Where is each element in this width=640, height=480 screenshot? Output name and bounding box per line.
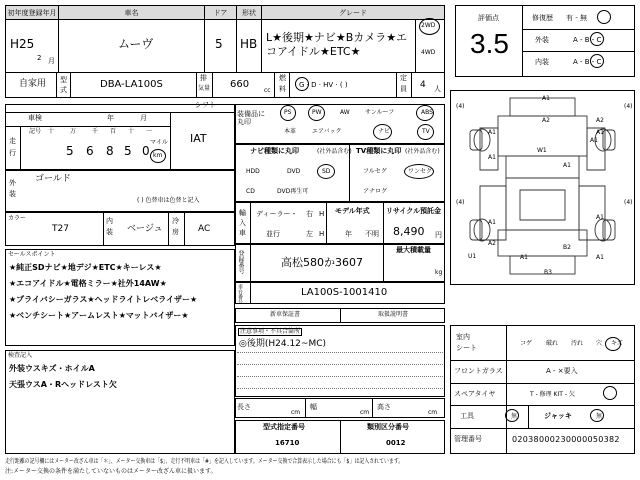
model-year-heading: モデル年式 [335, 207, 370, 215]
door-count: 5 [215, 37, 223, 51]
damage-mark-6: A1 [488, 129, 496, 136]
cap-label-1: 定 [400, 74, 407, 82]
odo-place-4: 十 [128, 128, 135, 135]
length-label: 長さ [237, 403, 251, 411]
damage-mark-13: A1 [520, 254, 528, 261]
equip2-0: 本革 [284, 128, 297, 135]
width-label: 幅 [310, 403, 317, 411]
height-unit: cm [428, 409, 438, 416]
damage-mark-2: A2 [596, 117, 604, 124]
nav-note: (社外品含む) [317, 148, 352, 155]
model-year-unit: 年 [345, 230, 352, 238]
type-label-2: 式 [60, 86, 67, 94]
ps-circle [280, 105, 296, 121]
side-mark-0: (4) [456, 103, 465, 110]
type-no: 16710 [275, 439, 300, 447]
height-label: 高さ [377, 403, 391, 411]
type-no-label: 型式指定番号 [263, 423, 305, 431]
capacity: 4 [420, 80, 426, 90]
tv-oneseg: ワンセグ [408, 168, 433, 175]
cc-unit: cc [264, 87, 271, 94]
color-code: T27 [52, 224, 69, 234]
nav-heading: ナビ種類に丸印 [250, 147, 299, 155]
sd-circle [317, 164, 335, 179]
mgmt-number: 02038000230000050382 [512, 435, 620, 444]
trim-label-2: 装 [106, 228, 113, 236]
drive-2wd: 2WD [421, 22, 436, 29]
label-reg: 初年度登録年月 [7, 8, 57, 17]
equip-1: PW [312, 109, 322, 116]
tool-value: 無 [511, 413, 518, 420]
color-code-label: カラー [8, 215, 27, 222]
odo-label-1: 走 [9, 137, 16, 145]
sheet-opt-1: 破れ [546, 340, 559, 347]
mile-unit: マイル [150, 139, 168, 146]
nav-hdd: HDD [246, 168, 260, 175]
damage-mark-12: B2 [563, 244, 571, 251]
sales-line-2: ★プライバシーガラス★ヘッドライトレベライザー★ [9, 295, 198, 304]
trim-color: ベージュ [127, 224, 163, 234]
damage-mark-7: A1 [488, 154, 496, 161]
notes-line-1: ◎後期(H24.12~MC) [239, 339, 326, 349]
exterior-circle [590, 32, 604, 46]
ac-label-2: 房 [172, 228, 179, 236]
exterior-label: 外装 [535, 36, 549, 44]
recycle-unit: 円 [435, 231, 442, 239]
header-name [59, 6, 204, 19]
odo-label-2: 行 [9, 149, 16, 157]
load-heading: 最大積載量 [396, 246, 431, 254]
spare-circle [603, 386, 617, 400]
side-mark-2: (4) [456, 199, 465, 206]
capacity-unit: 人 [434, 85, 441, 93]
tv-heading: TV種類に丸印 [356, 147, 402, 155]
damage-mark-14: A1 [596, 254, 604, 261]
footer-note-1: 走行距離の記号欄にはメーター改ざん車は「＊」、メーター交換車は「$」、走行不明車は「#」を記入しています。メーター交換で合算表示した場合にも「$」は記入されています。 [5, 458, 404, 465]
import-label-2: 入 [239, 219, 246, 227]
load-unit: kg [435, 269, 443, 276]
sheet-label-2: シート [456, 344, 477, 352]
cap-label-2: 員 [400, 85, 407, 93]
side-mark-1: (4) [624, 103, 633, 110]
car-name: ムーヴ [118, 37, 154, 51]
score-value: 3.5 [470, 28, 509, 59]
sheet-circle [605, 337, 621, 351]
model-code: DBA-LA100S [100, 79, 163, 90]
odo-digit-3: 5 [124, 144, 132, 158]
right-hand: 右 [306, 210, 313, 218]
registration-number: 高松580か3607 [281, 256, 363, 269]
length-unit: cm [291, 409, 301, 416]
tv-analog: アナログ [363, 188, 388, 195]
hand-h-2: H [319, 230, 325, 238]
nav-dvd-play: DVD再生可 [277, 188, 309, 195]
repair-circle [597, 10, 611, 24]
trim-label-1: 内 [106, 217, 113, 225]
sales-line-3: ★ベンチシート★アームレスト★マットバイザー★ [9, 311, 189, 320]
footer-note-2: 注:メーター交換の条件を満たしていないものはメーター改ざん車に扱います。 [5, 468, 217, 475]
inspection-label: 車検 [28, 114, 42, 122]
spare-label: スペアタイヤ [454, 390, 496, 398]
glass-options: A - ×要入 [546, 367, 578, 375]
usage: 自家用 [19, 79, 47, 89]
exterior-options: A - B - C [573, 36, 602, 44]
class-no-label: 類別区分番号 [367, 423, 409, 431]
interior-options: A - B - C [573, 58, 602, 66]
fuel-label-1: 燃 [279, 74, 286, 82]
odo-place-0: 十 [48, 128, 55, 135]
damage-mark-9: A1 [488, 219, 496, 226]
sheet-label-1: 室内 [456, 333, 470, 341]
equip2-2: ナビ [378, 128, 391, 135]
sheet-opt-2: 汚れ [571, 340, 584, 347]
type-label-1: 型 [60, 76, 67, 84]
mgmt-label: 管理番号 [454, 435, 482, 443]
reg-month-unit: 月 [48, 57, 55, 65]
equip2-3: TV [422, 128, 430, 135]
header-grade [262, 6, 444, 19]
reg-month-num: 2 [37, 54, 42, 62]
dimensions-block [235, 398, 445, 418]
shift-label: シフト [195, 101, 216, 109]
manual-label: 取扱説明書 [378, 311, 409, 318]
reg-label: 登録番号 [237, 250, 244, 274]
damage-mark-3: A1 [590, 137, 598, 144]
score-label: 評価点 [478, 14, 499, 22]
damage-mark-5: A1 [563, 162, 571, 169]
sales-line-0: ★純正SDナビ★地デジ★ETC★キーレス★ [9, 263, 162, 272]
inspect-line-1: 天張ウスA・Rヘッドレスト欠 [9, 380, 117, 389]
label-name: 車名 [124, 8, 139, 17]
warranty-label: 新車保証書 [270, 311, 301, 318]
jack-label: ジャッキ [544, 412, 572, 420]
left-hand: 左 [306, 230, 313, 238]
damage-mark-0: A1 [542, 95, 550, 102]
side-mark-3: (4) [624, 199, 633, 206]
equip-2: AW [340, 109, 350, 116]
fuel-options: G · D · HV · ( ) [299, 81, 348, 89]
ac-value: AC [198, 224, 211, 234]
disp-label-2: 気量 [198, 85, 211, 92]
equip-0: PS [284, 109, 292, 116]
nav-cd: CD [246, 188, 255, 195]
body-shape: HB [240, 37, 258, 51]
disp-label-1: 排 [200, 74, 207, 82]
odo-place-2: 千 [92, 128, 99, 135]
header-shape [237, 6, 261, 19]
sheet-opt-3: 穴 [596, 340, 603, 347]
reg-year: H25 [10, 37, 35, 51]
odo-place-1: 万 [70, 128, 77, 135]
sheet-opt-0: コゲ [520, 340, 533, 347]
shift-value: IAT [190, 132, 207, 145]
grade-line-1: L★後期★ナビ★Bカメラ★エ [266, 31, 408, 44]
label-door: ドア [213, 8, 228, 17]
nav-sd: SD [322, 168, 331, 175]
oneseg-circle [404, 164, 434, 179]
equipment-heading: 装備品に 丸印 [237, 110, 265, 127]
equip2-1: エアバック [312, 128, 342, 135]
body-color: ゴールド [35, 174, 71, 184]
odo-digit-1: 6 [86, 144, 94, 158]
tv-circle [417, 124, 434, 140]
parallel-label: 並行 [266, 230, 280, 238]
odo-place-5: 一 [146, 128, 153, 135]
damage-mark-11: A2 [488, 240, 496, 247]
tv-note: (社外品含む) [405, 148, 440, 155]
tv-fullseg: フルセグ [363, 168, 387, 175]
repair-label: 修復歴 [532, 14, 553, 22]
fuel-label-2: 料 [279, 85, 286, 93]
class-no: 0012 [386, 439, 406, 447]
sales-heading: セールスポイント [8, 251, 56, 258]
width-unit: cm [360, 409, 370, 416]
import-label-3: 車 [239, 229, 246, 237]
color-label-2: 装 [9, 190, 16, 198]
inspect-line-0: 外装ウスキズ・ホイルA [9, 364, 95, 373]
header-reg [6, 6, 58, 19]
pw-circle [308, 105, 325, 121]
damage-mark-15: B3 [544, 269, 552, 276]
color-label-1: 外 [9, 179, 16, 187]
nav-dvd: DVD [287, 168, 301, 175]
damage-mark-8: A1 [596, 129, 604, 136]
dealer-label: ディーラー・ [256, 210, 298, 218]
odo-digit-0: 5 [66, 144, 74, 158]
drive-4wd: 4WD [421, 49, 436, 56]
ac-label-1: 冷 [172, 217, 179, 225]
damage-mark-4: W1 [537, 147, 547, 154]
notes-heading: 注意事項・不具合箇所 [240, 328, 301, 335]
repair-options: 有 - 無 [566, 14, 587, 22]
odo-digit-2: 8 [106, 144, 114, 158]
sheet-opt-4: キズ [611, 340, 623, 347]
odo-place-3: 百 [110, 128, 117, 135]
odo-symbol: 記号 [29, 128, 42, 135]
import-label-1: 輸 [239, 209, 246, 217]
abs-circle [416, 105, 434, 121]
sales-line-1: ★エコアイドル★電格ミラー★社外14AW★ [9, 279, 167, 288]
equip-3: サンルーフ [365, 109, 395, 116]
inspection-month: 月 [140, 114, 147, 122]
spare-options: T - 修理 KIT - 欠 [530, 391, 575, 398]
recycle-heading: リサイクル預託金 [386, 207, 442, 215]
vin-number: LA100S-1001410 [301, 287, 388, 298]
header-door [205, 6, 236, 19]
model-year-unknown: 不明 [365, 230, 379, 238]
damage-mark-10: A1 [596, 214, 604, 221]
tool-circle [505, 409, 519, 422]
damage-mark-1: A2 [542, 117, 550, 124]
tool-label: 工具 [460, 412, 474, 420]
inspection-year: 年 [107, 114, 114, 122]
fuel-circle [295, 77, 309, 91]
jack-circle [590, 409, 604, 422]
interior-label: 内装 [535, 58, 549, 66]
glass-label: フロントガラス [454, 367, 503, 375]
grade-line-2: コアイドル★ETC★ [266, 45, 361, 58]
label-grade: グレード [339, 8, 367, 17]
km-unit: km [153, 152, 163, 159]
hand-h: H [319, 210, 325, 218]
damage-mark-16: U1 [468, 253, 477, 260]
odo-digit-4: 0 [142, 144, 150, 158]
interior-circle [590, 54, 604, 68]
equip-4: ABS [421, 109, 433, 116]
jack-value: 無 [596, 413, 603, 420]
nav-circle [373, 124, 392, 140]
recycle-fee: 8,490 [393, 225, 425, 238]
label-shape: 形状 [242, 8, 256, 17]
inspect-heading: 検査記入 [8, 352, 33, 359]
vin-label: 車台番号 [237, 284, 243, 304]
displacement: 660 [230, 79, 250, 90]
color-note: ( ) 色替車は色替と記入 [137, 197, 200, 204]
